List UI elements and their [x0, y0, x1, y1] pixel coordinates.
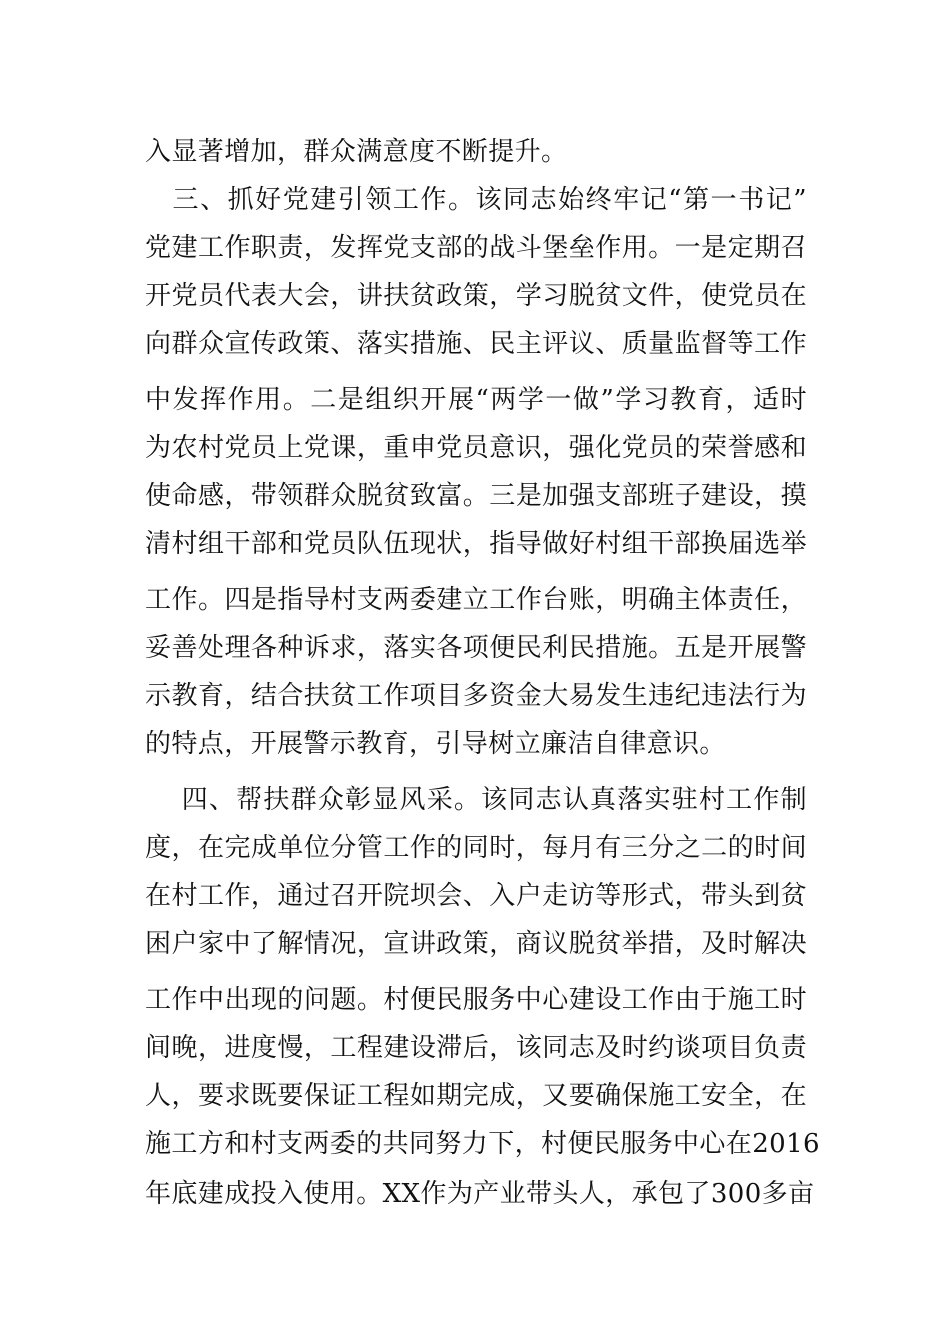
text-line-7: 为农村党员上党课，重申党员意识，强化党员的荣誉感和: [145, 433, 807, 463]
text-line-9: 清村组干部和党员队伍现状，指导做好村组干部换届选举: [145, 529, 807, 559]
text-line-3: 党建工作职责，发挥党支部的战斗堡垒作用。一是定期召: [145, 233, 807, 263]
text-line-8: 使命感，带领群众脱贫致富。三是加强支部班子建设，摸: [145, 481, 807, 511]
text-line-16: 在村工作，通过召开院坝会、入户走访等形式，带头到贫: [145, 881, 807, 911]
text-line-22: 年底建成投入使用。XX作为产业带头人，承包了300多亩: [145, 1179, 815, 1209]
text-line-1: 入显著增加，群众满意度不断提升。: [145, 137, 568, 167]
text-line-20: 人，要求既要保证工程如期完成，又要确保施工安全，在: [145, 1081, 807, 1111]
text-line-14: 四、帮扶群众彰显风采。该同志认真落实驻村工作制: [145, 785, 807, 815]
text-line-11: 妥善处理各种诉求，落实各项便民利民措施。五是开展警: [145, 633, 807, 663]
text-line-4: 开党员代表大会，讲扶贫政策，学习脱贫文件，使党员在: [145, 281, 807, 311]
text-line-19: 间晚，进度慢，工程建设滞后，该同志及时约谈项目负责: [145, 1033, 807, 1063]
text-line-10: 工作。四是指导村支两委建立工作台账，明确主体责任，: [145, 585, 807, 615]
text-line-5: 向群众宣传政策、落实措施、民主评议、质量监督等工作: [145, 329, 807, 359]
text-line-17: 困户家中了解情况，宣讲政策，商议脱贫举措，及时解决: [145, 929, 807, 959]
text-line-12: 示教育，结合扶贫工作项目多资金大易发生违纪违法行为: [145, 681, 807, 711]
text-line-21: 施工方和村支两委的共同努力下，村便民服务中心在2016: [145, 1129, 820, 1159]
text-line-6: 中发挥作用。二是组织开展“两学一做”学习教育，适时: [145, 385, 807, 415]
text-line-15: 度，在完成单位分管工作的同时，每月有三分之二的时间: [145, 833, 807, 863]
text-line-13: 的特点，开展警示教育，引导树立廉洁自律意识。: [145, 729, 726, 759]
text-line-2: 三、抓好党建引领工作。该同志始终牢记“第一书记”: [145, 185, 807, 215]
text-line-18: 工作中出现的问题。村便民服务中心建设工作由于施工时: [145, 985, 807, 1015]
